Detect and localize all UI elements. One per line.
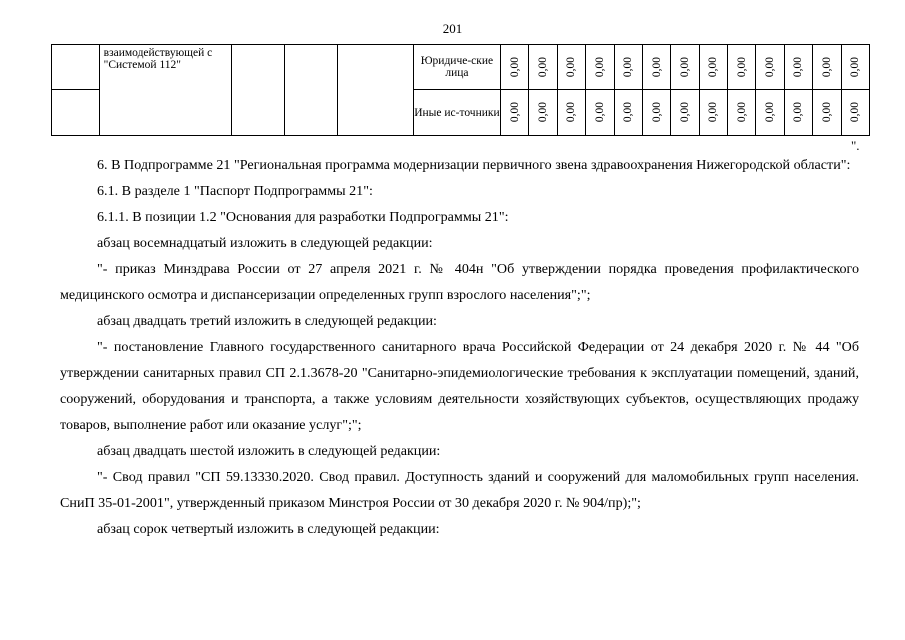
- table-row-legal-entities: [52, 45, 870, 90]
- value-cell: 0,00: [529, 45, 557, 90]
- empty-cell: [52, 90, 100, 136]
- value-cell: 0,00: [586, 45, 614, 90]
- value-cell: 0,00: [671, 90, 699, 136]
- value-cell: 0,00: [699, 90, 727, 136]
- value-cell: 0,00: [728, 45, 756, 90]
- paragraph: 6.1. В разделе 1 "Паспорт Подпрограммы 21":: [97, 183, 373, 199]
- paragraph: абзац двадцать шестой изложить в следующей редакции:: [97, 443, 441, 459]
- paragraph: абзац двадцать третий изложить в следующей редакции:: [97, 313, 437, 329]
- paragraph: 6. В Подпрограмме 21 "Региональная программа модернизации первичного звена здравоохранения Нижегородской области":: [97, 157, 851, 173]
- value-cell: 0,00: [614, 45, 642, 90]
- budget-table: [51, 44, 870, 136]
- closing-quote-mark: ".: [851, 138, 860, 153]
- paragraph: 6.1.1. В позиции 1.2 "Основания для разработки Подпрограммы 21":: [97, 209, 509, 225]
- source-cell: Юридиче-ские лица: [413, 45, 500, 90]
- empty-cell: [232, 45, 285, 136]
- value-cell: 0,00: [642, 90, 670, 136]
- empty-cell: [337, 45, 413, 136]
- value-cell: 0,00: [728, 90, 756, 136]
- value-cell: 0,00: [529, 90, 557, 136]
- value-cell: 0,00: [586, 90, 614, 136]
- value-cell: 0,00: [614, 90, 642, 136]
- value-cell: 0,00: [813, 45, 841, 90]
- empty-cell: [285, 45, 338, 136]
- value-cell: 0,00: [557, 90, 585, 136]
- value-cell: 0,00: [671, 45, 699, 90]
- paragraph: "- приказ Минздрава России от 27 апреля 2021 г. № 404н "Об утверждении порядка проведения профилактического медицинского осмотра и диспансеризации определенных групп взрослого населения";";: [60, 261, 859, 303]
- source-cell: Иные ис-точники: [413, 90, 500, 136]
- value-cell: 0,00: [841, 45, 869, 90]
- value-cell: 0,00: [756, 90, 784, 136]
- value-cell: 0,00: [557, 45, 585, 90]
- paragraph: "- Свод правил "СП 59.13330.2020. Свод правил. Доступность зданий и сооружений для маломобильных групп населения. СниП 35-01-2001", утвержденный приказом Минстроя России от 30 декабря 2020 г. № 904/пр);";: [60, 469, 859, 511]
- page-number: 201: [442, 21, 463, 36]
- value-cell: 0,00: [841, 90, 869, 136]
- value-cell: 0,00: [642, 45, 670, 90]
- value-cell: 0,00: [784, 45, 812, 90]
- value-cell: 0,00: [699, 45, 727, 90]
- document-body: [60, 152, 859, 542]
- paragraph: абзац сорок четвертый изложить в следующей редакции:: [97, 521, 440, 537]
- paragraph: "- постановление Главного государственного санитарного врача Российской Федерации от 24 декабря 2020 г. № 44 "Об утверждении санитарных правил СП 2.1.3678-20 "Санитарно-эпидемиологические требования к эксплуатации помещений, зданий, сооружений, оборудования и транспорта, а также условиям деятельности хозяйствующих субъектов, осуществляющих продажу товаров, выполнение работ или оказание услуг";";: [60, 339, 859, 433]
- value-cell: 0,00: [501, 45, 529, 90]
- value-cell: 0,00: [813, 90, 841, 136]
- value-cell: 0,00: [784, 90, 812, 136]
- value-cell: 0,00: [501, 90, 529, 136]
- paragraph: абзац восемнадцатый изложить в следующей редакции:: [97, 235, 433, 251]
- measure-name-cell: взаимодействующей с "Системой 112": [99, 45, 232, 136]
- empty-cell: [52, 45, 100, 90]
- value-cell: 0,00: [756, 45, 784, 90]
